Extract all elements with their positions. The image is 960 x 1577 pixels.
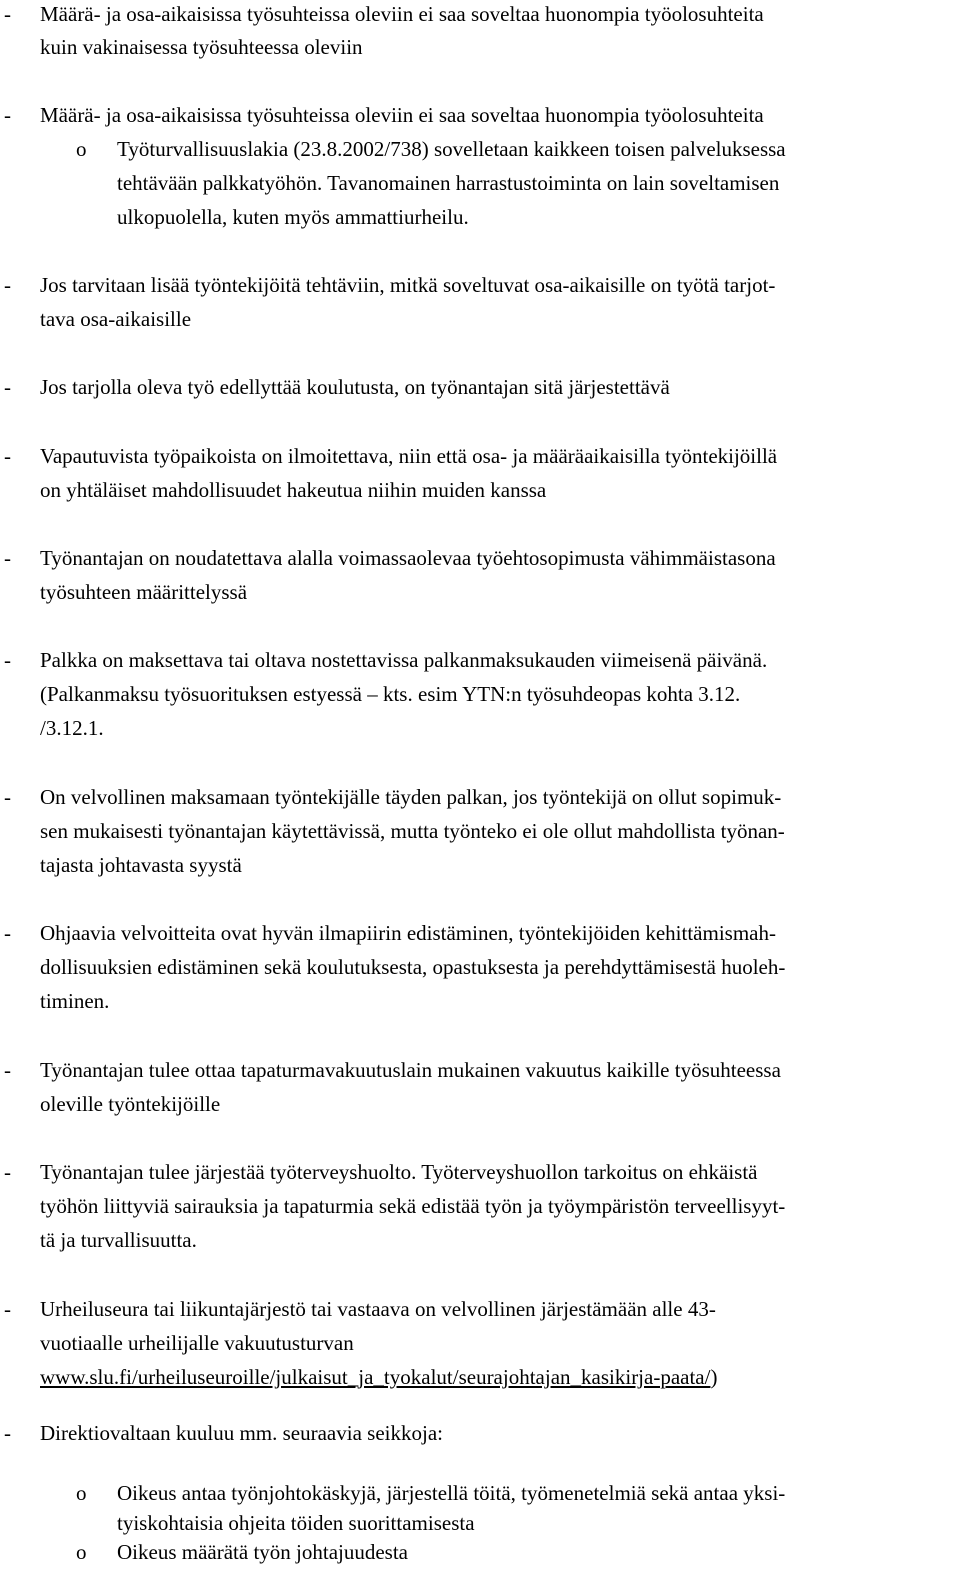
item-text: työsuhteen määrittelyssä	[40, 580, 248, 604]
item-text: Jos tarjolla oleva työ edellyttää koulutusta, on työnantajan sitä järjestettävä	[40, 375, 670, 399]
item-text: Työnantajan tulee järjestää työterveyshuolto. Työterveyshuollon tarkoitus on ehkäistä	[40, 1160, 758, 1184]
dash-marker: -	[4, 1058, 11, 1082]
sub-bullet-marker: o	[76, 1481, 87, 1505]
item-text: työhön liittyviä sairauksia ja tapaturmia sekä edistää työn ja työympäristön terveellisyyt-	[40, 1194, 786, 1218]
dash-marker: -	[4, 2, 11, 26]
dash-marker: -	[4, 103, 11, 127]
item-text: timinen.	[40, 989, 110, 1013]
sub-item-text: tyiskohtaisia ohjeita töiden suorittamisesta	[117, 1511, 475, 1535]
item-text: tajasta johtavasta syystä	[40, 853, 242, 877]
item-text: Vapautuvista työpaikoista on ilmoitettava, niin että osa- ja määräaikaisilla työntekijöillä	[40, 444, 778, 468]
link-suffix: )	[710, 1365, 718, 1389]
item-text: Jos tarvitaan lisää työntekijöitä tehtäviin, mitkä soveltuvat osa-aikaisille on työtä tarjot-	[40, 273, 776, 297]
dash-marker: -	[4, 648, 11, 672]
dash-marker: -	[4, 375, 11, 399]
item-text: kuin vakinaisessa työsuhteessa oleviin	[40, 35, 363, 59]
item-text: (Palkanmaksu työsuorituksen estyessä – kts. esim YTN:n työsuhdeopas kohta 3.12.	[40, 682, 741, 706]
item-text: oleville työntekijöille	[40, 1092, 221, 1116]
item-text: vuotiaalle urheilijalle vakuutusturvan	[40, 1331, 354, 1355]
item-text: Palkka on maksettava tai oltava nostettavissa palkanmaksukauden viimeisenä päivänä.	[40, 648, 768, 672]
item-text: Työnantajan on noudatettava alalla voimassaolevaa työehtosopimusta vähimmäistasona	[40, 546, 776, 570]
sub-item-text: ulkopuolella, kuten myös ammattiurheilu.	[117, 205, 469, 229]
item-text: /3.12.1.	[40, 716, 104, 740]
dash-marker: -	[4, 1421, 11, 1445]
item-text: Määrä- ja osa-aikaisissa työsuhteissa oleviin ei saa soveltaa huonompia työolosuhteita	[40, 103, 764, 127]
sub-bullet-marker: o	[76, 1540, 87, 1564]
sub-item-text: Oikeus antaa työnjohtokäskyjä, järjestellä töitä, työmenetelmiä sekä antaa yksi-	[117, 1481, 786, 1505]
dash-marker: -	[4, 444, 11, 468]
item-text: tava osa-aikaisille	[40, 307, 192, 331]
item-text: Ohjaavia velvoitteita ovat hyvän ilmapiirin edistäminen, työntekijöiden kehittämismah-	[40, 921, 776, 945]
item-text: sen mukaisesti työnantajan käytettävissä, mutta työnteko ei ole ollut mahdollista työnan-	[40, 819, 785, 843]
item-text: Työnantajan tulee ottaa tapaturmavakuutuslain mukainen vakuutus kaikille työsuhteessa	[40, 1058, 781, 1082]
sub-item-text: Työturvallisuuslakia (23.8.2002/738) sovelletaan kaikkeen toisen palveluksessa	[117, 137, 786, 161]
item-text: Direktiovaltaan kuuluu mm. seuraavia seikkoja:	[40, 1421, 443, 1445]
item-text: dollisuuksien edistäminen sekä koulutuksesta, opastuksesta ja perehdyttämisestä huoleh-	[40, 955, 786, 979]
item-text: Määrä- ja osa-aikaisissa työsuhteissa oleviin ei saa soveltaa huonompia työolosuhteita	[40, 2, 764, 26]
item-text: Urheiluseura tai liikuntajärjestö tai vastaava on velvollinen järjestämään alle 43-	[40, 1297, 716, 1321]
dash-marker: -	[4, 921, 11, 945]
sub-item-text: Oikeus määrätä työn johtajuudesta	[117, 1540, 408, 1564]
url-link[interactable]: www.slu.fi/urheiluseuroille/julkaisut_ja_tyokalut/seurajohtajan_kasikirja-paata/	[40, 1365, 711, 1389]
dash-marker: -	[4, 785, 11, 809]
sub-item-text: tehtävään palkkatyöhön. Tavanomainen harrastustoiminta on lain soveltamisen	[117, 171, 780, 195]
dash-marker: -	[4, 273, 11, 297]
dash-marker: -	[4, 546, 11, 570]
dash-marker: -	[4, 1160, 11, 1184]
dash-marker: -	[4, 1297, 11, 1321]
sub-bullet-marker: o	[76, 137, 87, 161]
link-line	[40, 1360, 717, 1394]
item-text: on yhtäläiset mahdollisuudet hakeutua niihin muiden kanssa	[40, 478, 547, 502]
item-text: On velvollinen maksamaan työntekijälle täyden palkan, jos työntekijä on ollut sopimuk-	[40, 785, 782, 809]
item-text: tä ja turvallisuutta.	[40, 1228, 197, 1252]
